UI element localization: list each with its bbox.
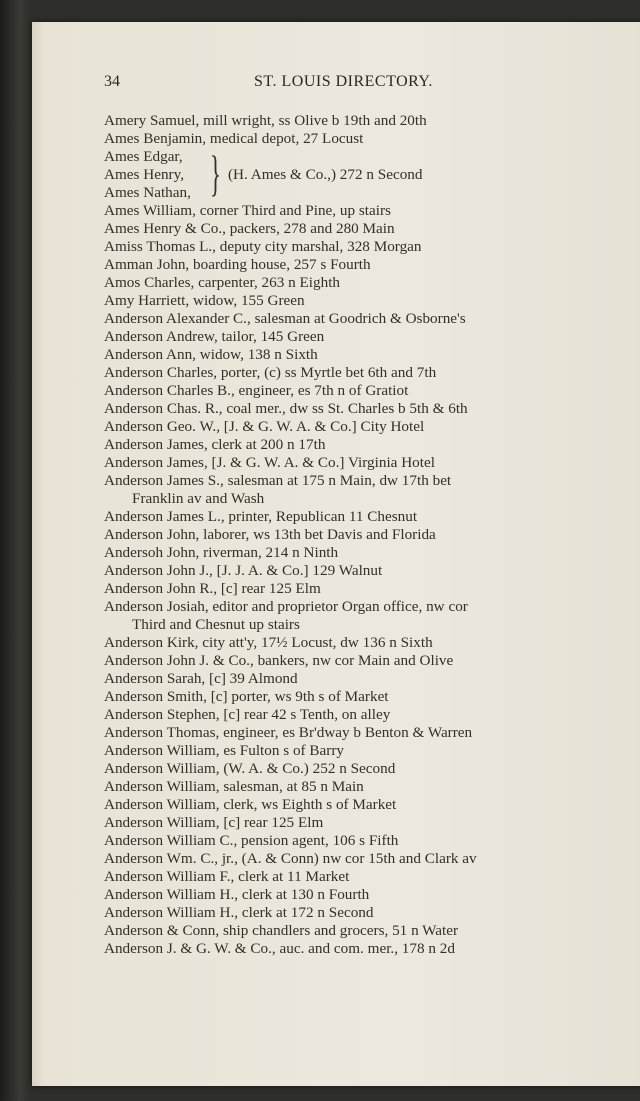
entry-line: Ames Henry & Co., packers, 278 and 280 Main xyxy=(104,220,395,237)
page-number: 34 xyxy=(104,73,120,90)
entry-line: Anderson Sarah, [c] 39 Almond xyxy=(104,670,298,687)
directory-entry xyxy=(104,580,574,598)
directory-entry xyxy=(104,832,574,850)
grouped-entry xyxy=(104,145,574,202)
entry-line: Anderson Josiah, editor and proprietor Organ office, nw cor xyxy=(104,598,468,615)
directory-entry xyxy=(104,796,574,814)
directory-entry xyxy=(104,760,574,778)
directory-entry xyxy=(104,598,574,634)
directory-entry xyxy=(104,724,574,742)
directory-entry xyxy=(104,814,574,832)
entry-line: Anderson James S., salesman at 175 n Main, dw 17th bet xyxy=(104,472,452,489)
entry-line: Anderson William, (W. A. & Co.) 252 n Second xyxy=(104,760,396,777)
entry-line: Anderson James, clerk at 200 n 17th xyxy=(104,436,326,453)
entry-line: Anderson William, salesman, at 85 n Main xyxy=(104,778,364,795)
directory-entry xyxy=(104,904,574,922)
entry-line: Anderson Chas. R., coal mer., dw ss St. Charles b 5th & 6th xyxy=(104,400,468,417)
entry-line: Ames Benjamin, medical depot, 27 Locust xyxy=(104,130,364,147)
directory-entry xyxy=(104,508,574,526)
directory-entry xyxy=(104,202,574,220)
directory-entry xyxy=(104,544,574,562)
directory-entry xyxy=(104,418,574,436)
entry-line: Anderson J. & G. W. & Co., auc. and com. mer., 178 n 2d xyxy=(104,940,455,957)
directory-entry xyxy=(104,274,574,292)
entry-continuation: Franklin av and Wash xyxy=(132,490,265,507)
entry-line: Amy Harriett, widow, 155 Green xyxy=(104,292,305,309)
directory-entry xyxy=(104,256,574,274)
entry-line: Anderson Geo. W., [J. & G. W. A. & Co.] City Hotel xyxy=(104,418,425,435)
directory-entry xyxy=(104,886,574,904)
directory-entry xyxy=(104,562,574,580)
directory-entry xyxy=(104,454,574,472)
directory-entry xyxy=(104,688,574,706)
entry-line: Anderson William H., clerk at 172 n Second xyxy=(104,904,374,921)
entry-line: Anderson William C., pension agent, 106 s Fifth xyxy=(104,832,399,849)
entry-line: Anderson William, clerk, ws Eighth s of Market xyxy=(104,796,397,813)
directory-entry xyxy=(104,922,574,940)
entry-line: Amiss Thomas L., deputy city marshal, 328 Morgan xyxy=(104,238,422,255)
entry-line: Anderson William F., clerk at 11 Market xyxy=(104,868,350,885)
entry-line: Anderson Wm. C., jr., (A. & Conn) nw cor 15th and Clark av xyxy=(104,850,477,867)
entry-line: Anderson Charles, porter, (c) ss Myrtle bet 6th and 7th xyxy=(104,364,437,381)
entry-line: Amos Charles, carpenter, 263 n Eighth xyxy=(104,274,341,291)
entry-name: Ames Edgar, xyxy=(104,148,183,165)
entry-line: Anderson Smith, [c] porter, ws 9th s of Market xyxy=(104,688,389,705)
directory-entry xyxy=(104,328,574,346)
page-title: ST. LOUIS DIRECTORY. xyxy=(254,73,433,90)
entry-line: Anderson James L., printer, Republican 11 Chesnut xyxy=(104,508,418,525)
entry-line: Anderson James, [J. & G. W. A. & Co.] Virginia Hotel xyxy=(104,454,435,471)
entry-line: Anderson Thomas, engineer, es Br'dway b Benton & Warren xyxy=(104,724,473,741)
entry-line: Anderson John R., [c] rear 125 Elm xyxy=(104,580,321,597)
entry-line: Amery Samuel, mill wright, ss Olive b 19th and 20th xyxy=(104,112,427,129)
directory-entry xyxy=(104,346,574,364)
entry-line: Anderson John J., [J. J. A. & Co.] 129 Walnut xyxy=(104,562,383,579)
entry-line: Anderson William, es Fulton s of Barry xyxy=(104,742,344,759)
entry-line: Anderson Alexander C., salesman at Goodrich & Osborne's xyxy=(104,310,466,327)
directory-entry xyxy=(104,364,574,382)
directory-entry xyxy=(104,850,574,868)
entry-line: Anderson & Conn, ship chandlers and grocers, 51 n Water xyxy=(104,922,459,939)
entry-line: Amman John, boarding house, 257 s Fourth xyxy=(104,256,371,273)
directory-entry xyxy=(104,652,574,670)
directory-entry xyxy=(104,868,574,886)
directory-entry xyxy=(104,778,574,796)
directory-entry xyxy=(104,292,574,310)
entry-name: Ames Henry, xyxy=(104,166,184,183)
directory-entry xyxy=(104,940,574,958)
entry-line: Anderson Charles B., engineer, es 7th n of Gratiot xyxy=(104,382,409,399)
page-header xyxy=(104,73,544,93)
entry-line: Anderson John J. & Co., bankers, nw cor Main and Olive xyxy=(104,652,454,669)
entry-line: Anderson Ann, widow, 138 n Sixth xyxy=(104,346,318,363)
directory-entry xyxy=(104,670,574,688)
entry-name: Ames Nathan, xyxy=(104,184,191,201)
directory-entry xyxy=(104,238,574,256)
directory-entry xyxy=(104,400,574,418)
entry-line: Anderson William, [c] rear 125 Elm xyxy=(104,814,324,831)
directory-entry xyxy=(104,526,574,544)
directory-entry xyxy=(104,436,574,454)
grouped-entry-detail: (H. Ames & Co.,) 272 n Second xyxy=(228,166,423,183)
directory-entry xyxy=(104,130,574,148)
directory-entry xyxy=(104,472,574,508)
entry-line: Anderson Stephen, [c] rear 42 s Tenth, on alley xyxy=(104,706,391,723)
brace-icon: } xyxy=(210,145,221,201)
directory-entry xyxy=(104,742,574,760)
entry-line: Anderson John, laborer, ws 13th bet Davis and Florida xyxy=(104,526,436,543)
entry-continuation: Third and Chesnut up stairs xyxy=(132,616,300,633)
entry-line: Anderson Andrew, tailor, 145 Green xyxy=(104,328,325,345)
directory-entry xyxy=(104,634,574,652)
entry-line: Andersoh John, riverman, 214 n Ninth xyxy=(104,544,339,561)
entry-line: Ames William, corner Third and Pine, up stairs xyxy=(104,202,391,219)
entry-line: Anderson Kirk, city att'y, 17½ Locust, dw 136 n Sixth xyxy=(104,634,433,651)
directory-entry xyxy=(104,310,574,328)
entry-line: Anderson William H., clerk at 130 n Fourth xyxy=(104,886,370,903)
directory-entry xyxy=(104,112,574,130)
directory-entry xyxy=(104,220,574,238)
directory-entry xyxy=(104,382,574,400)
directory-listing xyxy=(104,112,574,958)
directory-entry xyxy=(104,706,574,724)
